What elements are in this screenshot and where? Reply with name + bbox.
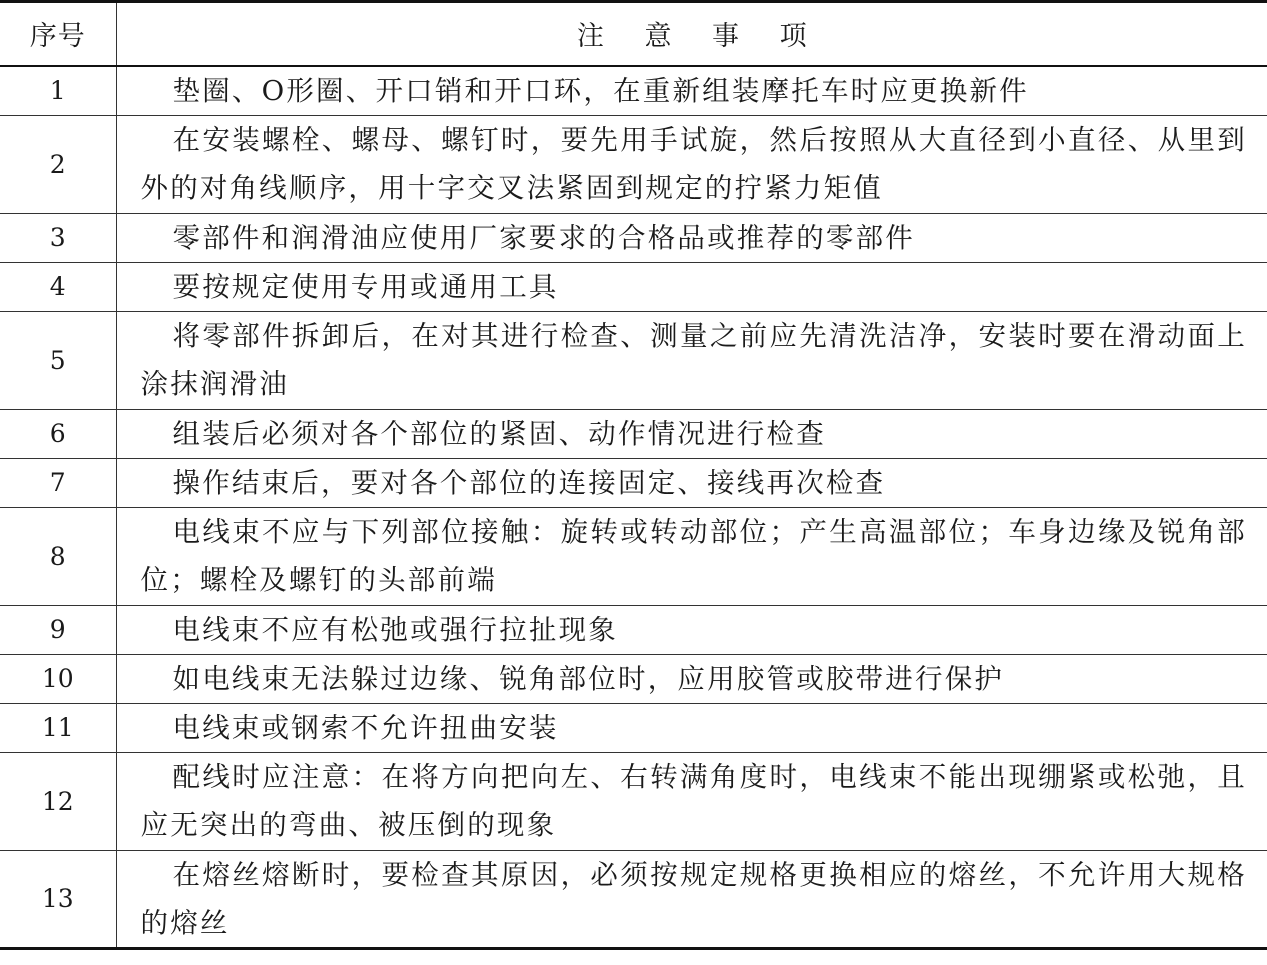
row-text: 要按规定使用专用或通用工具 xyxy=(116,262,1267,311)
row-text: 操作结束后，要对各个部位的连接固定、接线再次检查 xyxy=(116,458,1267,507)
row-index: 7 xyxy=(0,458,116,507)
table-row xyxy=(0,458,1267,507)
row-text: 在熔丝熔断时，要检查其原因，必须按规定规格更换相应的熔丝，不允许用大规格的熔丝 xyxy=(116,850,1267,948)
row-text: 垫圈、O形圈、开口销和开口环，在重新组装摩托车时应更换新件 xyxy=(116,66,1267,116)
row-text: 配线时应注意：在将方向把向左、右转满角度时，电线束不能出现绷紧或松弛，且应无突出的弯曲、被压倒的现象 xyxy=(116,752,1267,850)
table-row xyxy=(0,605,1267,654)
row-text: 如电线束无法躲过边缘、锐角部位时，应用胶管或胶带进行保护 xyxy=(116,654,1267,703)
table-row xyxy=(0,311,1267,409)
row-index: 8 xyxy=(0,507,116,605)
table-row xyxy=(0,115,1267,213)
row-text: 在安装螺栓、螺母、螺钉时，要先用手试旋，然后按照从大直径到小直径、从里到外的对角线顺序，用十字交叉法紧固到规定的拧紧力矩值 xyxy=(116,115,1267,213)
table-row xyxy=(0,213,1267,262)
row-text: 电线束不应与下列部位接触：旋转或转动部位；产生高温部位；车身边缘及锐角部位；螺栓及螺钉的头部前端 xyxy=(116,507,1267,605)
row-text: 零部件和润滑油应使用厂家要求的合格品或推荐的零部件 xyxy=(116,213,1267,262)
table-row xyxy=(0,507,1267,605)
row-index: 1 xyxy=(0,66,116,116)
table-row xyxy=(0,66,1267,116)
table-row xyxy=(0,262,1267,311)
row-text: 电线束或钢索不允许扭曲安装 xyxy=(116,703,1267,752)
row-index: 5 xyxy=(0,311,116,409)
table-row xyxy=(0,654,1267,703)
row-text: 将零部件拆卸后，在对其进行检查、测量之前应先清洗洁净，安装时要在滑动面上涂抹润滑油 xyxy=(116,311,1267,409)
row-index: 3 xyxy=(0,213,116,262)
header-content: 注 意 事 项 xyxy=(116,2,1267,66)
row-index: 2 xyxy=(0,115,116,213)
row-index: 4 xyxy=(0,262,116,311)
row-text: 电线束不应有松弛或强行拉扯现象 xyxy=(116,605,1267,654)
row-index: 10 xyxy=(0,654,116,703)
row-text: 组装后必须对各个部位的紧固、动作情况进行检查 xyxy=(116,409,1267,458)
table-row xyxy=(0,752,1267,850)
table-row xyxy=(0,850,1267,948)
table-row xyxy=(0,703,1267,752)
header-index: 序号 xyxy=(0,2,116,66)
row-index: 12 xyxy=(0,752,116,850)
row-index: 13 xyxy=(0,850,116,948)
row-index: 11 xyxy=(0,703,116,752)
table-header-row xyxy=(0,2,1267,66)
row-index: 9 xyxy=(0,605,116,654)
row-index: 6 xyxy=(0,409,116,458)
table-row xyxy=(0,409,1267,458)
